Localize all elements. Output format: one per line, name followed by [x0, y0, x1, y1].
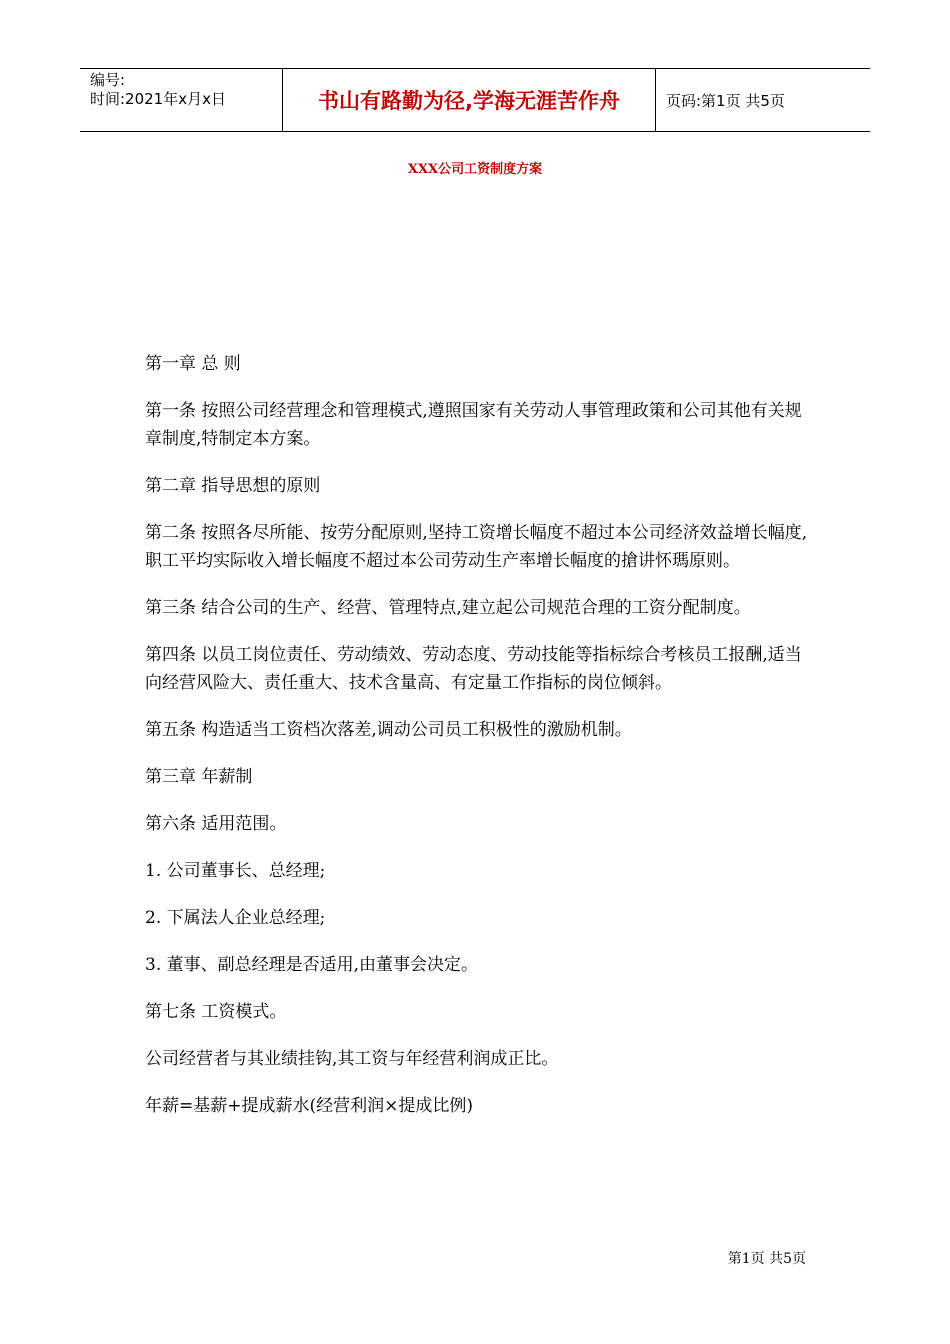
- article-paragraph: 第四条 以员工岗位责任、劳动绩效、劳动态度、劳动技能等指标综合考核员工报酬,适当向经营风险大、责任重大、技术含量高、有定量工作指标的岗位倾斜。: [145, 645, 802, 693]
- body-paragraph: 公司经营者与其业绩挂钩,其工资与年经营利润成正比。: [145, 1049, 559, 1069]
- document-number-label: 编号:: [90, 71, 126, 89]
- article-paragraph: 第二条 按照各尽所能、按劳分配原则,坚持工资增长幅度不超过本公司经济效益增长幅度,职工平均实际收入增长幅度不超过本公司劳动生产率增长幅度的搶讲怀瑪原则。: [145, 523, 808, 571]
- document-date-label: 时间:2021年x月x日: [90, 90, 226, 108]
- document-title: XXX公司工资制度方案: [407, 162, 543, 177]
- article-paragraph: 第七条 工资模式。: [145, 1002, 287, 1022]
- document-body: [145, 350, 810, 1139]
- page-header: [80, 68, 870, 132]
- article-paragraph: 第五条 构造适当工资档次落差,调动公司员工积极性的激励机制。: [145, 720, 632, 740]
- page-footer: 第1页 共5页: [727, 1251, 806, 1267]
- article-paragraph: 第三条 结合公司的生产、经营、管理特点,建立起公司规范合理的工资分配制度。: [145, 598, 751, 618]
- chapter-heading: 第二章 指导思想的原则: [145, 476, 321, 496]
- article-paragraph: 第一条 按照公司经营理念和管理模式,遵照国家有关劳动人事管理政策和公司其他有关规章制度,特制定本方案。: [145, 401, 802, 449]
- list-item: 1. 公司董事长、总经理;: [145, 861, 326, 881]
- formula-paragraph: 年薪=基薪+提成薪水(经营利润×提成比例): [145, 1096, 473, 1116]
- chapter-heading: 第一章 总 则: [145, 354, 241, 374]
- chapter-heading: 第三章 年薪制: [145, 767, 253, 787]
- header-info: [80, 69, 282, 131]
- header-page-number: 页码:第1页 共5页: [666, 91, 785, 110]
- header-motto: 书山有路勤为径,学海无涯苦作舟: [282, 69, 656, 131]
- list-item: 2. 下属法人企业总经理;: [145, 908, 326, 928]
- list-item: 3. 董事、副总经理是否适用,由董事会决定。: [145, 955, 479, 975]
- article-paragraph: 第六条 适用范围。: [145, 814, 287, 834]
